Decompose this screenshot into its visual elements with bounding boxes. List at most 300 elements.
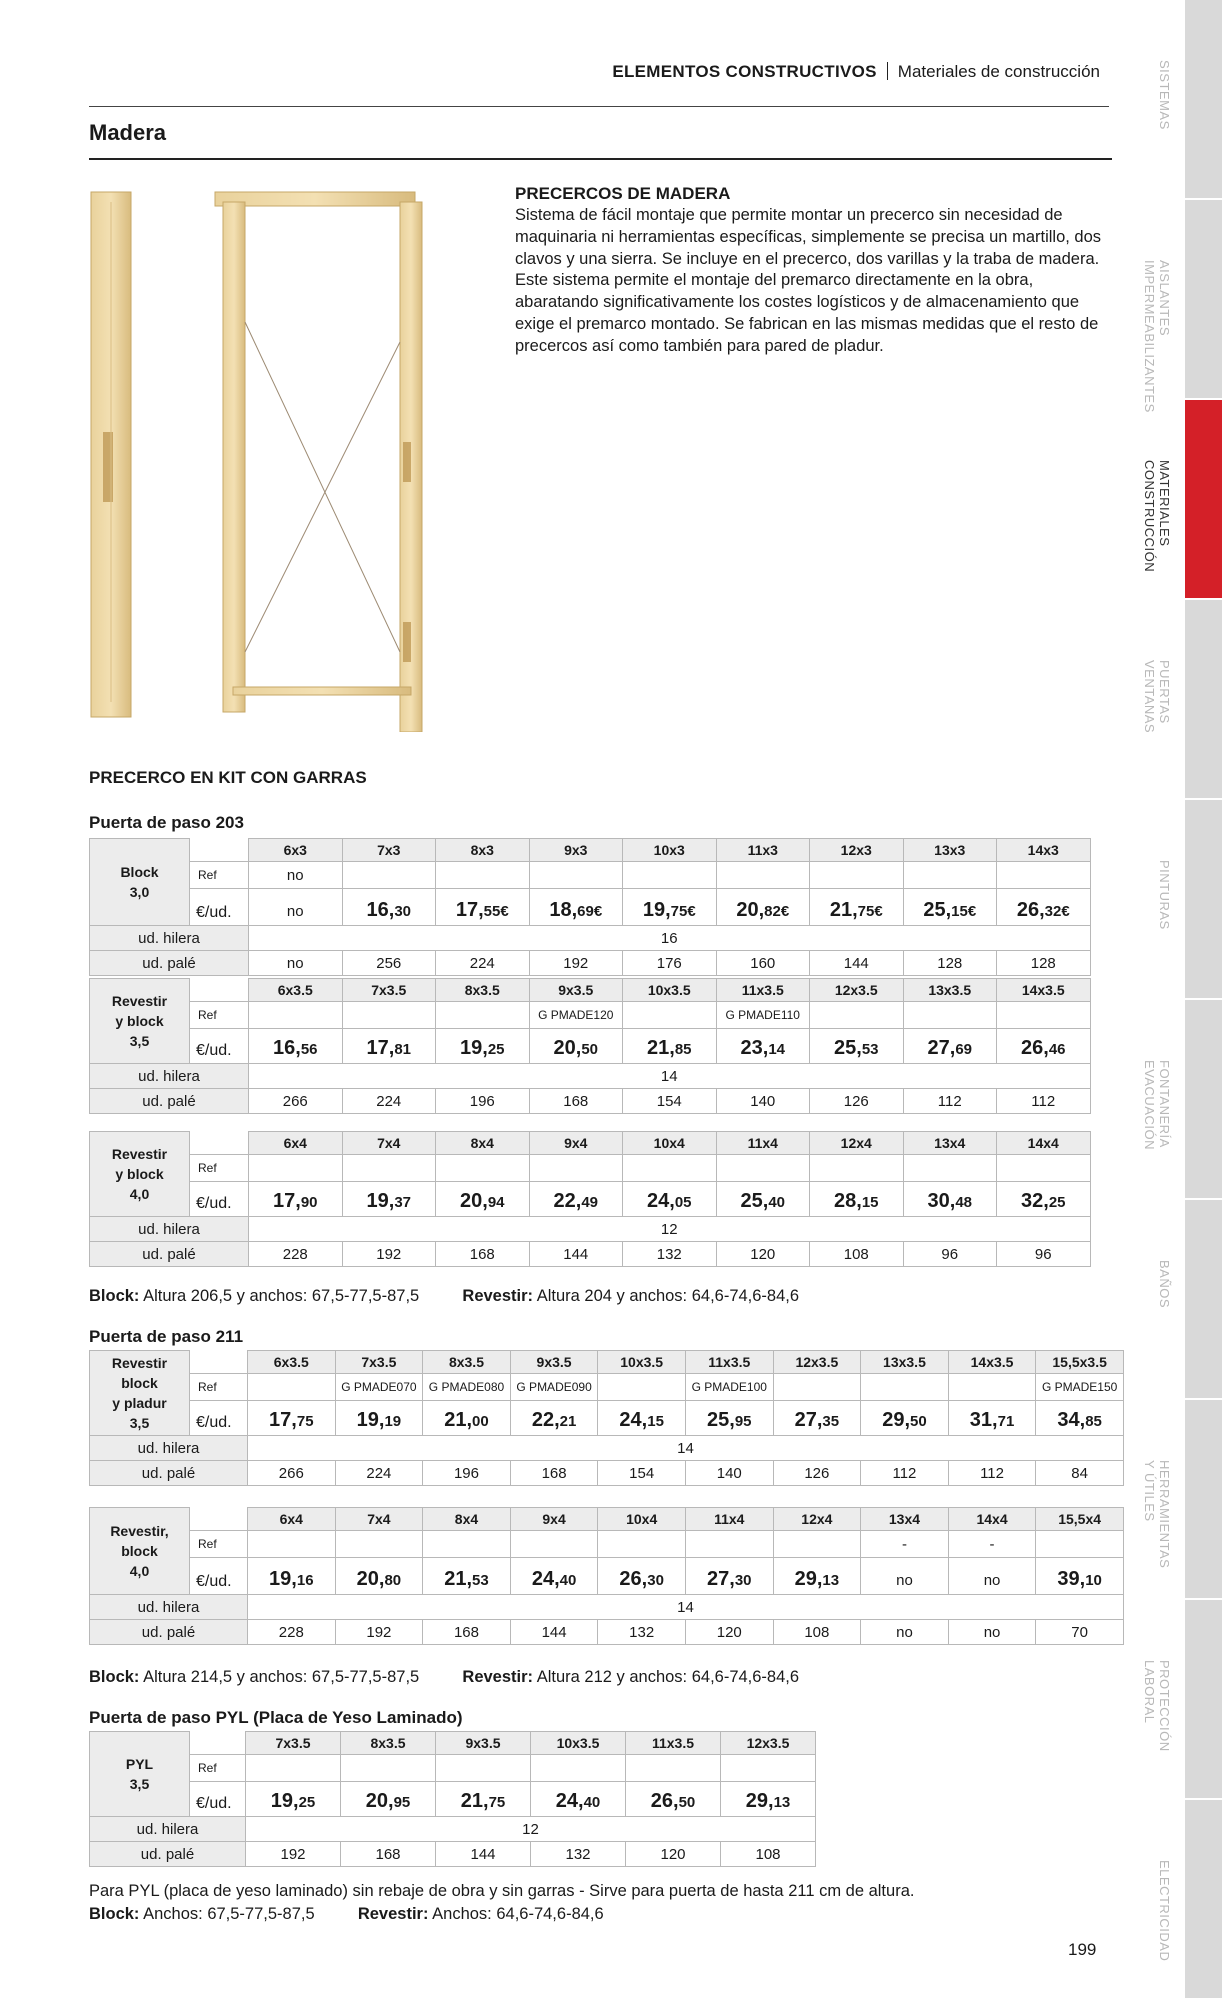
pale-cell: no [249, 951, 343, 976]
pale-cell: 224 [342, 1089, 436, 1114]
ref-cell [248, 1374, 336, 1401]
pale-cell: 120 [716, 1242, 810, 1267]
price-decimals: 50 [581, 1041, 598, 1058]
price-cell [903, 1029, 997, 1064]
sidebar-tab[interactable] [1185, 0, 1222, 198]
ref-cell [721, 1755, 816, 1782]
price-integer: 16, [366, 899, 395, 921]
sidebar-tab-label: ELECTRICIDAD [1157, 1860, 1172, 1962]
price-cell [773, 1558, 861, 1595]
ref-cell [948, 1374, 1036, 1401]
ref-row [90, 1531, 1124, 1558]
ref-label: Ref [190, 862, 249, 889]
price-integer: 26, [1021, 1037, 1049, 1059]
ref-cell [598, 1531, 686, 1558]
size-cell: 9x3.5 [510, 1351, 598, 1374]
price-table-203-revestir-3-5 [89, 978, 1091, 1114]
note-block-label: Block: [89, 1287, 140, 1305]
size-cell: 12x4 [810, 1132, 904, 1155]
sidebar-tab[interactable] [1185, 1200, 1222, 1398]
note-revestir-label: Revestir: [462, 1668, 534, 1686]
price-decimals: 25 [487, 1041, 505, 1058]
sidebar-tab-label: FONTANERÍA EVACUACIÓN [1142, 1060, 1172, 1150]
price-cell [423, 1558, 511, 1595]
price-decimals: 48 [955, 1194, 972, 1211]
size-cell: 15,5x3.5 [1036, 1351, 1124, 1374]
pale-cell: 112 [903, 1089, 997, 1114]
price-decimals: 16 [296, 1572, 314, 1589]
group-label: PYL 3,5 [90, 1732, 190, 1817]
ref-cell [773, 1374, 861, 1401]
page-header [612, 62, 1100, 82]
pale-cell: 132 [623, 1242, 717, 1267]
price-decimals: 75 [296, 1413, 314, 1430]
price-integer: 17, [366, 1037, 395, 1059]
price-cell: no [948, 1558, 1036, 1595]
price-cell [436, 1182, 530, 1217]
price-cell: no [249, 889, 343, 926]
price-cell [436, 1029, 530, 1064]
size-cell: 14x3.5 [997, 979, 1091, 1002]
pale-cell: 176 [623, 951, 717, 976]
ref-cell [529, 862, 623, 889]
price-decimals: 00 [472, 1413, 489, 1430]
note-pyl [89, 1905, 604, 1924]
ref-cell [335, 1531, 423, 1558]
size-cell: 14x3.5 [948, 1351, 1036, 1374]
price-integer: 29, [794, 1568, 823, 1590]
ref-cell [341, 1755, 436, 1782]
pale-cell: 128 [903, 951, 997, 976]
price-cell [948, 1401, 1036, 1436]
price-integer: 19, [356, 1409, 385, 1431]
price-cell [997, 1182, 1091, 1217]
hilera-label: ud. hilera [90, 1064, 249, 1089]
ref-cell [531, 1755, 626, 1782]
price-integer: 24, [647, 1190, 675, 1212]
price-unit-label: €/ud. [190, 1782, 246, 1817]
price-integer: 23, [740, 1037, 769, 1059]
ref-cell: G PMADE080 [423, 1374, 511, 1401]
hilera-row [90, 926, 1091, 951]
section-title-pyl: Puerta de paso PYL (Placa de Yeso Laminado) [89, 1708, 463, 1727]
ref-cell [529, 1155, 623, 1182]
size-cell: 14x3 [997, 839, 1091, 862]
pale-cell: 192 [335, 1620, 423, 1645]
hilera-value: 12 [246, 1817, 816, 1842]
size-cell: 9x3.5 [436, 1732, 531, 1755]
section-title-211: Puerta de paso 211 [89, 1327, 244, 1346]
price-decimals: 71 [997, 1413, 1015, 1430]
pale-cell: 132 [598, 1620, 686, 1645]
ref-cell [903, 1155, 997, 1182]
size-cell: 7x3.5 [335, 1351, 423, 1374]
ref-row [90, 1155, 1091, 1182]
pale-cell: 266 [249, 1089, 343, 1114]
price-integer: 32, [1021, 1190, 1049, 1212]
price-decimals: 13 [773, 1794, 791, 1811]
sidebar-tab-label: SISTEMAS [1157, 60, 1172, 130]
ref-row [90, 1374, 1124, 1401]
price-decimals: 75€ [670, 903, 696, 920]
note-revestir-label: Revestir: [357, 1905, 429, 1923]
price-decimals: 55€ [483, 903, 509, 920]
price-cell [810, 889, 904, 926]
sidebar-tab[interactable] [1185, 600, 1222, 798]
size-cell: 12x3 [810, 839, 904, 862]
jamb-post-image [91, 192, 131, 717]
hilera-row [90, 1595, 1124, 1620]
pale-label: ud. palé [90, 1089, 249, 1114]
price-integer: 20, [356, 1568, 385, 1590]
pale-cell: 144 [510, 1620, 598, 1645]
title-rule [89, 158, 1112, 160]
size-cell: 12x3.5 [810, 979, 904, 1002]
price-decimals: 13 [822, 1572, 840, 1589]
price-integer: 27, [707, 1568, 735, 1590]
price-cell [510, 1401, 598, 1436]
price-decimals: 53 [472, 1572, 489, 1589]
size-cell: 8x3.5 [436, 979, 530, 1002]
price-integer: 19, [460, 1037, 488, 1059]
price-cell [246, 1782, 341, 1817]
page-number: 199 [1068, 1940, 1097, 1959]
hilera-value: 14 [248, 1595, 1124, 1620]
pale-cell: 112 [997, 1089, 1091, 1114]
price-cell [335, 1558, 423, 1595]
price-integer: 39, [1057, 1568, 1086, 1590]
size-cell: 10x3.5 [598, 1351, 686, 1374]
price-decimals: 94 [487, 1194, 505, 1211]
price-decimals: 46 [1048, 1041, 1066, 1058]
ref-cell [436, 1155, 530, 1182]
price-integer: 27, [927, 1037, 956, 1059]
price-cell [436, 1782, 531, 1817]
pale-label: ud. palé [90, 1842, 246, 1867]
ref-cell: G PMADE090 [510, 1374, 598, 1401]
pale-cell: 126 [810, 1089, 904, 1114]
sidebar-tab[interactable] [1185, 800, 1222, 998]
price-integer: 20, [460, 1190, 488, 1212]
empty-cell [190, 979, 249, 1002]
ref-cell [903, 1002, 997, 1029]
price-decimals: 95 [393, 1794, 411, 1811]
size-cell: 11x3.5 [626, 1732, 721, 1755]
price-cell [598, 1558, 686, 1595]
price-row [90, 1182, 1091, 1217]
price-cell [810, 1182, 904, 1217]
pale-cell: 228 [248, 1620, 336, 1645]
price-integer: 19, [269, 1568, 297, 1590]
price-integer: 26, [619, 1568, 648, 1590]
price-decimals: 50 [910, 1413, 927, 1430]
size-cell: 14x4 [948, 1508, 1036, 1531]
price-table-203-revestir-4 [89, 1131, 1091, 1267]
price-integer: 21, [444, 1568, 473, 1590]
sidebar-tab[interactable] [1185, 1000, 1222, 1198]
ref-cell [773, 1531, 861, 1558]
pale-label: ud. palé [90, 1242, 249, 1267]
ref-label: Ref [190, 1155, 249, 1182]
price-cell [598, 1401, 686, 1436]
size-cell: 14x4 [997, 1132, 1091, 1155]
group-label: Block 3,0 [90, 839, 190, 926]
size-cell: 10x4 [623, 1132, 717, 1155]
price-integer: 21, [647, 1037, 675, 1059]
ref-cell [623, 1002, 717, 1029]
pale-cell: 96 [903, 1242, 997, 1267]
size-cell: 13x4 [903, 1132, 997, 1155]
ref-cell [623, 1155, 717, 1182]
price-cell [903, 1182, 997, 1217]
hilera-row [90, 1064, 1091, 1089]
price-decimals: 69€ [577, 903, 603, 920]
pale-cell: 228 [249, 1242, 343, 1267]
hilera-value: 14 [248, 1436, 1124, 1461]
empty-cell [190, 1351, 248, 1374]
pale-cell: 196 [423, 1461, 511, 1486]
price-cell [436, 889, 530, 926]
sidebar-tab-label: BAÑOS [1157, 1260, 1172, 1309]
price-decimals: 25 [1048, 1194, 1066, 1211]
note-203 [89, 1287, 799, 1306]
size-cell: 11x4 [716, 1132, 810, 1155]
sidebar-tab[interactable] [1185, 400, 1222, 598]
pale-cell: 84 [1036, 1461, 1124, 1486]
note-block-text: Altura 206,5 y anchos: 67,5-77,5-87,5 [139, 1287, 420, 1305]
ref-cell [810, 1002, 904, 1029]
ref-cell [249, 1155, 343, 1182]
price-decimals: 82€ [764, 903, 790, 920]
price-cell [249, 1182, 343, 1217]
ref-cell [598, 1374, 686, 1401]
price-decimals: 14 [768, 1041, 785, 1058]
hilera-label: ud. hilera [90, 1436, 248, 1461]
ref-cell: G PMADE110 [716, 1002, 810, 1029]
price-cell [685, 1401, 773, 1436]
pale-cell: 108 [773, 1620, 861, 1645]
ref-label: Ref [190, 1755, 246, 1782]
sidebar-tab[interactable] [1185, 1600, 1222, 1798]
ref-row [90, 862, 1091, 889]
size-cell: 7x3.5 [342, 979, 436, 1002]
assembled-frame-image [215, 192, 422, 732]
size-cell: 7x3 [342, 839, 436, 862]
price-integer: 26, [650, 1790, 679, 1812]
size-cell: 11x4 [685, 1508, 773, 1531]
price-cell [623, 889, 717, 926]
note-block-text: Anchos: 67,5-77,5-87,5 [139, 1905, 315, 1923]
price-integer: 31, [969, 1409, 998, 1431]
hilera-row [90, 1817, 816, 1842]
price-decimals: 21 [559, 1413, 577, 1430]
ref-cell [861, 1374, 949, 1401]
sidebar-tab-label: AISLANTES IMPERMEABILIZANTES [1142, 260, 1172, 413]
hilera-value: 14 [249, 1064, 1091, 1089]
price-decimals: 19 [384, 1413, 402, 1430]
price-cell [342, 1029, 436, 1064]
price-table-211-revestir-4 [89, 1507, 1124, 1645]
pale-cell: 108 [721, 1842, 816, 1867]
pale-cell: 132 [531, 1842, 626, 1867]
size-cell: 15,5x4 [1036, 1508, 1124, 1531]
price-integer: 29, [745, 1790, 774, 1812]
price-unit-label: €/ud. [190, 1182, 249, 1217]
price-cell: no [861, 1558, 949, 1595]
note-block-text: Altura 214,5 y anchos: 67,5-77,5-87,5 [139, 1668, 420, 1686]
section-title-203: Puerta de paso 203 [89, 813, 244, 832]
ref-cell [997, 862, 1091, 889]
ref-cell [423, 1531, 511, 1558]
price-decimals: 15 [647, 1413, 664, 1430]
header-separator [887, 62, 888, 80]
pale-cell: 168 [341, 1842, 436, 1867]
price-cell [721, 1782, 816, 1817]
size-header-row [90, 1351, 1124, 1374]
sidebar-tab[interactable] [1185, 1400, 1222, 1598]
door-frame-image [85, 182, 425, 732]
size-header-row [90, 1508, 1124, 1531]
price-cell [510, 1558, 598, 1595]
note-revestir-text: Altura 212 y anchos: 64,6-74,6-84,6 [533, 1668, 800, 1686]
price-cell [1036, 1558, 1124, 1595]
pale-cell: 128 [997, 951, 1091, 976]
price-cell [773, 1401, 861, 1436]
page-title: Madera [89, 120, 167, 145]
price-integer: 25, [707, 1409, 735, 1431]
ref-cell [626, 1755, 721, 1782]
price-integer: 21, [444, 1409, 473, 1431]
pale-row [90, 1842, 816, 1867]
ref-cell [810, 1155, 904, 1182]
price-cell [716, 1029, 810, 1064]
header-subsection: Materiales de construcción [897, 62, 1100, 81]
size-cell: 6x3.5 [249, 979, 343, 1002]
pale-label: ud. palé [90, 951, 249, 976]
sidebar-tab[interactable] [1185, 200, 1222, 398]
price-decimals: 30 [394, 903, 411, 920]
price-integer: 20, [736, 899, 765, 921]
pale-cell: 160 [716, 951, 810, 976]
price-row [90, 1401, 1124, 1436]
price-decimals: 05 [674, 1194, 692, 1211]
pale-cell: 256 [342, 951, 436, 976]
price-decimals: 90 [300, 1194, 318, 1211]
size-header-row [90, 1732, 816, 1755]
hilera-row [90, 1436, 1124, 1461]
ref-cell [685, 1531, 773, 1558]
price-decimals: 69 [955, 1041, 972, 1058]
pale-cell: 192 [246, 1842, 341, 1867]
price-integer: 34, [1057, 1409, 1086, 1431]
price-integer: 21, [829, 899, 858, 921]
size-cell: 8x4 [423, 1508, 511, 1531]
ref-cell [903, 862, 997, 889]
price-integer: 17, [269, 1409, 297, 1431]
price-decimals: 10 [1085, 1572, 1102, 1589]
price-table-203-block-3 [89, 838, 1091, 976]
size-cell: 10x3.5 [623, 979, 717, 1002]
price-decimals: 25 [298, 1794, 316, 1811]
size-cell: 6x4 [248, 1508, 336, 1531]
price-integer: 16, [273, 1037, 301, 1059]
sidebar-tab-label: PUERTAS VENTANAS [1142, 660, 1172, 734]
pale-cell: 120 [626, 1842, 721, 1867]
ref-cell [248, 1531, 336, 1558]
price-cell [716, 889, 810, 926]
price-table-211-revestir-3-5 [89, 1350, 1124, 1486]
price-decimals: 53 [861, 1041, 879, 1058]
group-label: Revestir, block 4,0 [90, 1508, 190, 1595]
note-revestir-label: Revestir: [462, 1287, 534, 1305]
pale-cell: 120 [685, 1620, 773, 1645]
pale-cell: 154 [598, 1461, 686, 1486]
empty-cell [190, 1132, 249, 1155]
size-cell: 8x3.5 [423, 1351, 511, 1374]
size-cell: 9x3 [529, 839, 623, 862]
price-decimals: 56 [300, 1041, 318, 1058]
price-row [90, 1782, 816, 1817]
price-cell [531, 1782, 626, 1817]
sidebar-tab[interactable] [1185, 1800, 1222, 1998]
price-unit-label: €/ud. [190, 1029, 249, 1064]
price-integer: 19, [270, 1790, 299, 1812]
description-paragraph: Sistema de fácil montaje que permite montar un precerco sin necesidad de maquinaria ni herramientas específicas, simplemente se precisa un martillo, dos clavos y una sierra. Se incluye en el precerco, dos varillas y la traba de madera. [515, 206, 1102, 268]
pale-cell: 144 [810, 951, 904, 976]
ref-cell [1036, 1531, 1124, 1558]
price-cell [997, 1029, 1091, 1064]
ref-cell [342, 1002, 436, 1029]
pale-label: ud. palé [90, 1461, 248, 1486]
price-cell [529, 889, 623, 926]
pale-cell: 140 [685, 1461, 773, 1486]
ref-cell [436, 862, 530, 889]
pale-cell: 96 [997, 1242, 1091, 1267]
size-cell: 9x3.5 [529, 979, 623, 1002]
pale-cell: 168 [529, 1089, 623, 1114]
price-cell [249, 1029, 343, 1064]
note-revestir-text: Anchos: 64,6-74,6-84,6 [428, 1905, 604, 1923]
pale-cell: 224 [436, 951, 530, 976]
price-integer: 22, [531, 1409, 560, 1431]
size-cell: 10x3 [623, 839, 717, 862]
price-unit-label: €/ud. [190, 889, 249, 926]
price-cell [342, 1182, 436, 1217]
size-cell: 6x3.5 [248, 1351, 336, 1374]
hilera-label: ud. hilera [90, 926, 249, 951]
kit-title: PRECERCO EN KIT CON GARRAS [89, 768, 367, 787]
hilera-value: 16 [249, 926, 1091, 951]
size-cell: 7x4 [342, 1132, 436, 1155]
price-integer: 24, [531, 1568, 560, 1590]
size-cell: 7x4 [335, 1508, 423, 1531]
price-integer: 25, [834, 1037, 862, 1059]
ref-cell: G PMADE070 [335, 1374, 423, 1401]
size-cell: 9x4 [510, 1508, 598, 1531]
ref-cell: G PMADE120 [529, 1002, 623, 1029]
note-block-label: Block: [89, 1668, 140, 1686]
size-cell: 11x3.5 [685, 1351, 773, 1374]
price-cell [997, 889, 1091, 926]
size-cell: 12x4 [773, 1508, 861, 1531]
price-decimals: 50 [678, 1794, 696, 1811]
size-header-row [90, 839, 1091, 862]
note-revestir-text: Altura 204 y anchos: 64,6-74,6-84,6 [533, 1287, 800, 1305]
price-decimals: 75 [488, 1794, 506, 1811]
empty-cell [190, 839, 249, 862]
price-integer: 17, [273, 1190, 301, 1212]
price-decimals: 40 [583, 1794, 601, 1811]
